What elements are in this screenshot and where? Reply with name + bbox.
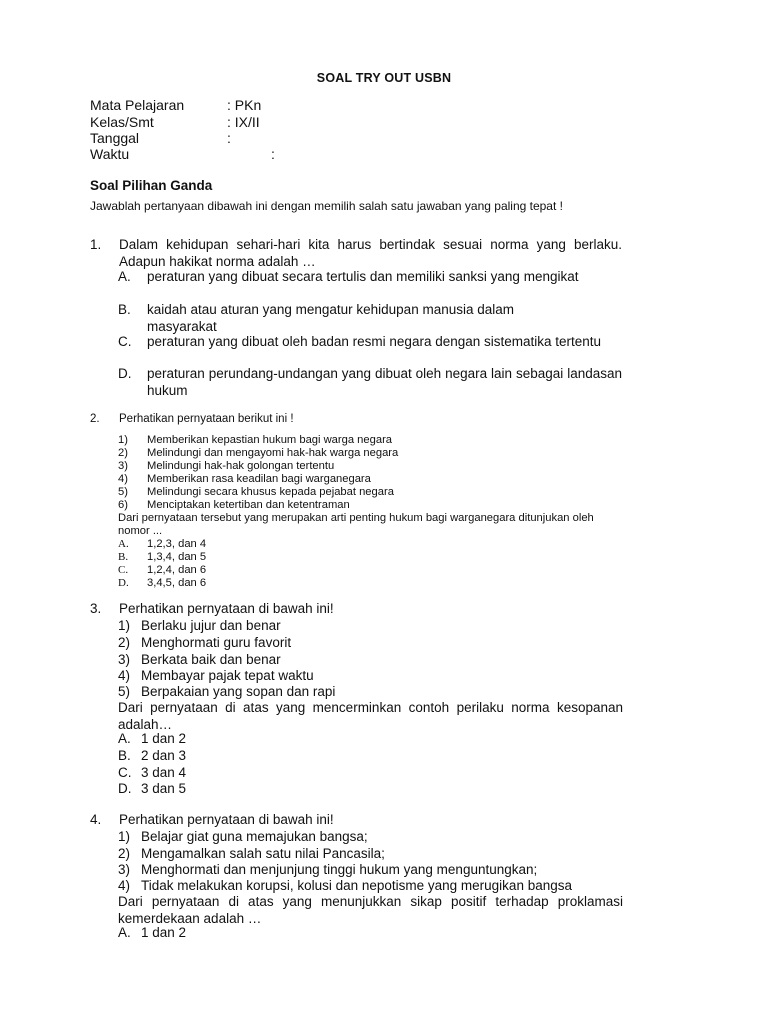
option-letter: C. bbox=[118, 334, 132, 349]
statement-text: Memberikan kepastian hukum bagi warga negara bbox=[147, 434, 393, 446]
question-prompt: Dari pernyataan di atas yang menunjukkan sikap positif terhadap proklamasi kemerdekaan adalah … bbox=[118, 894, 623, 926]
statement-number: 1) bbox=[118, 618, 131, 633]
option-letter: D. bbox=[118, 781, 132, 796]
statement-text: Mengamalkan salah satu nilai Pancasila; bbox=[141, 846, 385, 861]
statement-number: 4) bbox=[118, 878, 131, 893]
option-text: 1 dan 2 bbox=[141, 925, 187, 940]
option-letter: A. bbox=[118, 731, 131, 746]
option-text: 3 dan 5 bbox=[141, 781, 187, 796]
option-letter: C. bbox=[118, 765, 132, 780]
statement-number: 1) bbox=[118, 829, 131, 844]
meta-label: Waktu bbox=[90, 146, 130, 162]
page-title: SOAL TRY OUT USBN bbox=[316, 71, 452, 85]
question-number: 4. bbox=[90, 812, 102, 827]
option-letter: A. bbox=[118, 925, 131, 940]
meta-value: : IX/II bbox=[227, 114, 260, 130]
option-letter: D. bbox=[118, 366, 132, 381]
question-text: Perhatikan pernyataan berikut ini ! bbox=[119, 413, 294, 425]
statement-text: Berkata baik dan benar bbox=[141, 652, 281, 667]
option-text: peraturan yang dibuat oleh badan resmi negara dengan sistematika tertentu bbox=[147, 334, 602, 349]
statement-number: 4) bbox=[118, 668, 131, 683]
question-text: Perhatikan pernyataan di bawah ini! bbox=[119, 812, 334, 827]
statement-number: 3) bbox=[118, 652, 131, 667]
option-text: 2 dan 3 bbox=[141, 748, 187, 763]
meta-subject bbox=[90, 97, 261, 114]
statement-text: Membayar pajak tepat waktu bbox=[141, 668, 314, 683]
statement-text: Belajar giat guna memajukan bangsa; bbox=[141, 829, 368, 844]
meta-date bbox=[90, 130, 231, 147]
statement-number: 5) bbox=[118, 684, 131, 699]
meta-value: : PKn bbox=[227, 97, 262, 113]
option-letter: D. bbox=[118, 577, 129, 589]
statement-text: Melindungi dan mengayomi hak-hak warga negara bbox=[147, 447, 399, 459]
option-letter: B. bbox=[118, 302, 131, 317]
statement-number: 3) bbox=[118, 460, 128, 472]
option-text: peraturan yang dibuat secara tertulis dan memiliki sanksi yang mengikat bbox=[147, 269, 579, 284]
section-title: Soal Pilihan Ganda bbox=[90, 178, 213, 193]
statement-number: 2) bbox=[118, 635, 131, 650]
option-text: kaidah atau aturan yang mengatur kehidupan manusia dalam masyarakat bbox=[147, 302, 514, 334]
question-prompt: Dari pernyataan tersebut yang merupakan arti penting hukum bagi warganegara ditunjukan oleh nomor ... bbox=[118, 512, 594, 537]
statement-number: 1) bbox=[118, 434, 128, 446]
option-letter: B. bbox=[118, 748, 131, 763]
statement-text: Melindungi hak-hak golongan tertentu bbox=[147, 460, 335, 472]
statement-number: 5) bbox=[118, 486, 128, 498]
statement-text: Menghormati dan menjunjung tinggi hukum yang menguntungkan; bbox=[141, 862, 538, 877]
meta-label: Mata Pelajaran bbox=[90, 97, 185, 113]
statement-text: Melindungi secara khusus kepada pejabat negara bbox=[147, 486, 394, 498]
question-prompt: Dari pernyataan di atas yang mencerminkan contoh perilaku norma kesopanan adalah… bbox=[118, 700, 623, 732]
statement-number: 3) bbox=[118, 862, 131, 877]
statement-text: Tidak melakukan korupsi, kolusi dan nepotisme yang merugikan bangsa bbox=[141, 878, 572, 893]
meta-value: : bbox=[227, 130, 231, 146]
statement-text: Menciptakan ketertiban dan ketentraman bbox=[147, 499, 350, 511]
option-letter: A. bbox=[118, 269, 131, 284]
statement-number: 6) bbox=[118, 499, 128, 511]
meta-label: Kelas/Smt bbox=[90, 114, 154, 130]
option-letter: A. bbox=[118, 538, 129, 550]
question-number: 3. bbox=[90, 601, 102, 616]
option-text: 1,3,4, dan 5 bbox=[147, 551, 207, 563]
option-text: 1 dan 2 bbox=[141, 731, 187, 746]
statement-number: 2) bbox=[118, 846, 131, 861]
question-2 bbox=[90, 413, 623, 593]
question-text: Perhatikan pernyataan di bawah ini! bbox=[119, 601, 334, 616]
option-text: 1,2,3, dan 4 bbox=[147, 538, 207, 550]
meta-label: Tanggal bbox=[90, 130, 140, 146]
question-1 bbox=[90, 237, 623, 402]
option-letter: B. bbox=[118, 551, 129, 563]
option-text: peraturan perundang-undangan yang dibuat oleh negara lain sebagai landasan hukum bbox=[147, 366, 622, 398]
option-text: 3 dan 4 bbox=[141, 765, 187, 780]
statement-text: Menghormati guru favorit bbox=[141, 635, 292, 650]
question-number: 1. bbox=[90, 237, 102, 252]
question-text: Dalam kehidupan sehari-hari kita harus bertindak sesuai norma yang berlaku. Adapun hakikat norma adalah … bbox=[119, 237, 622, 269]
option-text: 3,4,5, dan 6 bbox=[147, 577, 207, 589]
option-text: 1,2,4, dan 6 bbox=[147, 564, 207, 576]
question-number: 2. bbox=[90, 413, 100, 425]
option-letter: C. bbox=[118, 564, 129, 576]
statement-number: 2) bbox=[118, 447, 128, 459]
statement-text: Berlaku jujur dan benar bbox=[141, 618, 281, 633]
meta-value: : bbox=[271, 146, 275, 162]
instruction-text: Jawablah pertanyaan dibawah ini dengan memilih salah satu jawaban yang paling tepat ! bbox=[90, 199, 563, 213]
statement-text: Berpakaian yang sopan dan rapi bbox=[141, 684, 336, 699]
statement-text: Memberikan rasa keadilan bagi warganegara bbox=[147, 473, 371, 485]
meta-time bbox=[90, 146, 275, 163]
meta-class bbox=[90, 114, 260, 131]
statement-number: 4) bbox=[118, 473, 128, 485]
